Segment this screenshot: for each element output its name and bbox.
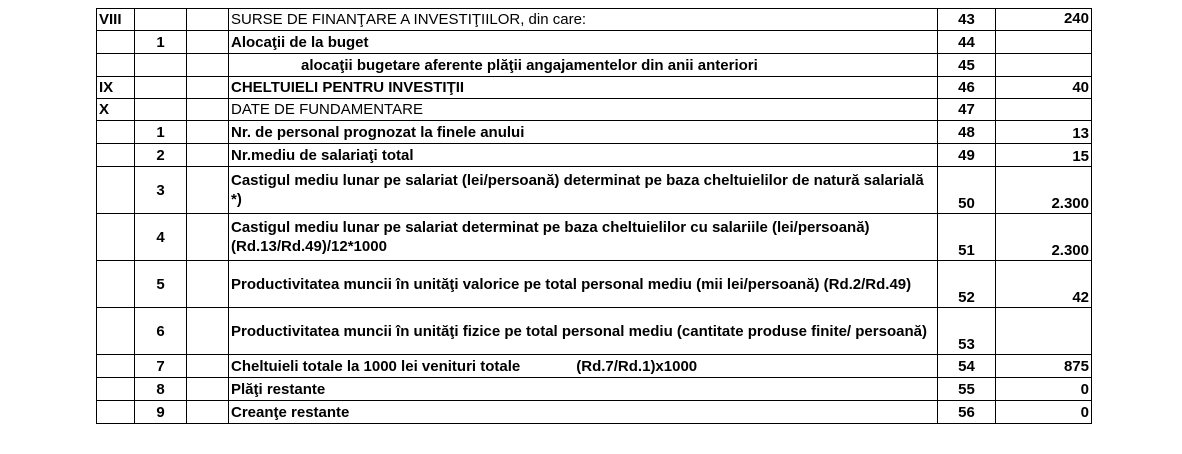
row-code: 49 [938, 144, 996, 167]
row-code: 48 [938, 121, 996, 144]
section-roman [97, 31, 135, 54]
table-row [97, 31, 1092, 54]
section-roman [97, 355, 135, 378]
section-roman [97, 308, 135, 355]
section-roman [97, 214, 135, 261]
row-number: 5 [135, 261, 187, 308]
row-number: 8 [135, 378, 187, 401]
table-row [97, 308, 1092, 355]
table-row [97, 261, 1092, 308]
row-description: Plăţi restante [229, 378, 938, 401]
row-description-formula: (Rd.7/Rd.1)x1000 [576, 357, 698, 375]
section-roman [97, 121, 135, 144]
row-description: Castigul mediu lunar pe salariat determinat pe baza cheltuielilor cu salariile (lei/persoană) (Rd.13/Rd.49)/12*1000 [229, 214, 938, 261]
row-code: 44 [938, 31, 996, 54]
row-number [135, 54, 187, 77]
row-code: 46 [938, 77, 996, 99]
blank-cell [187, 54, 229, 77]
row-code: 51 [938, 214, 996, 261]
row-code: 52 [938, 261, 996, 308]
section-roman: X [97, 99, 135, 121]
row-code: 55 [938, 378, 996, 401]
row-number [135, 99, 187, 121]
section-roman: VIII [97, 9, 135, 31]
row-description: Productivitatea muncii în unităţi fizice pe total personal mediu (cantitate produse finite/ persoană) [229, 308, 938, 355]
row-code: 53 [938, 308, 996, 355]
blank-cell [187, 144, 229, 167]
blank-cell [187, 9, 229, 31]
row-value: 40 [996, 77, 1092, 99]
table-row [97, 121, 1092, 144]
row-description [229, 54, 938, 77]
row-value: 0 [996, 401, 1092, 424]
row-code: 43 [938, 9, 996, 31]
row-value: 240 [996, 9, 1092, 31]
blank-cell [187, 214, 229, 261]
blank-cell [187, 261, 229, 308]
section-roman [97, 144, 135, 167]
row-value [996, 99, 1092, 121]
row-value [996, 308, 1092, 355]
row-number: 2 [135, 144, 187, 167]
blank-cell [187, 121, 229, 144]
row-value: 13 [996, 121, 1092, 144]
row-value: 42 [996, 261, 1092, 308]
row-description-text: alocaţii bugetare aferente plăţii angajamentelor din anii anteriori [301, 56, 758, 74]
table-row [97, 378, 1092, 401]
blank-cell [187, 31, 229, 54]
blank-cell [187, 401, 229, 424]
row-description: Castigul mediu lunar pe salariat (lei/persoană) determinat pe baza cheltuielilor de natură salarială *) [229, 167, 938, 214]
section-roman [97, 54, 135, 77]
row-code: 56 [938, 401, 996, 424]
table-row [97, 144, 1092, 167]
row-code: 45 [938, 54, 996, 77]
section-roman [97, 167, 135, 214]
row-description: DATE DE FUNDAMENTARE [229, 99, 938, 121]
table-row [97, 214, 1092, 261]
row-value: 0 [996, 378, 1092, 401]
row-value: 15 [996, 144, 1092, 167]
row-description: Nr.mediu de salariaţi total [229, 144, 938, 167]
row-description-text: Cheltuieli totale la 1000 lei venituri totale [231, 357, 521, 375]
row-value [996, 31, 1092, 54]
row-number: 1 [135, 31, 187, 54]
blank-cell [187, 99, 229, 121]
row-value: 2.300 [996, 167, 1092, 214]
table-row [97, 167, 1092, 214]
row-number: 4 [135, 214, 187, 261]
section-roman [97, 378, 135, 401]
row-number: 3 [135, 167, 187, 214]
row-value: 2.300 [996, 214, 1092, 261]
blank-cell [187, 378, 229, 401]
table-row [97, 54, 1092, 77]
row-value [996, 54, 1092, 77]
row-number [135, 77, 187, 99]
row-number [135, 9, 187, 31]
row-description: Creanţe restante [229, 401, 938, 424]
row-number: 1 [135, 121, 187, 144]
row-code: 47 [938, 99, 996, 121]
financial-table [96, 8, 1092, 424]
row-description: Nr. de personal prognozat la finele anului [229, 121, 938, 144]
table-row [97, 355, 1092, 378]
row-number: 7 [135, 355, 187, 378]
table-row [97, 77, 1092, 99]
blank-cell [187, 355, 229, 378]
row-description: CHELTUIELI PENTRU INVESTIŢII [229, 77, 938, 99]
table-row [97, 99, 1092, 121]
blank-cell [187, 308, 229, 355]
row-code: 54 [938, 355, 996, 378]
section-roman [97, 261, 135, 308]
table-row [97, 9, 1092, 31]
row-number: 9 [135, 401, 187, 424]
section-roman [97, 401, 135, 424]
row-description [229, 355, 938, 378]
row-code: 50 [938, 167, 996, 214]
row-number: 6 [135, 308, 187, 355]
row-value: 875 [996, 355, 1092, 378]
section-roman: IX [97, 77, 135, 99]
blank-cell [187, 77, 229, 99]
row-description: Productivitatea muncii în unităţi valorice pe total personal mediu (mii lei/persoană) (Rd.2/Rd.49) [229, 261, 938, 308]
table-row [97, 401, 1092, 424]
row-description: SURSE DE FINANŢARE A INVESTIŢIILOR, din care: [229, 9, 938, 31]
blank-cell [187, 167, 229, 214]
row-description: Alocaţii de la buget [229, 31, 938, 54]
